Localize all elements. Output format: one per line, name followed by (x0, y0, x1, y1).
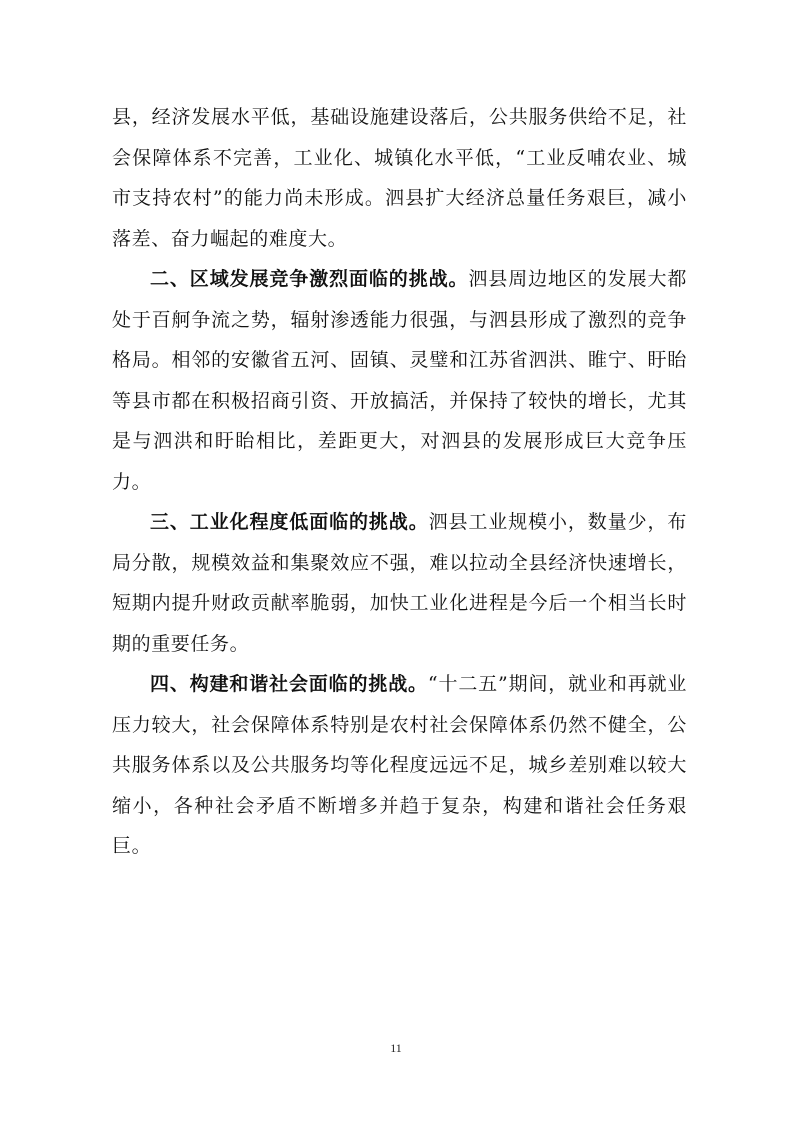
paragraph-text: “十二五”期间，就业和再就业压力较大，社会保障体系特别是农村社会保障体系仍然不健全，公共服务体系以及公共服务均等化程度远远不足，城乡差别难以较大缩小，各种社会矛盾不断增多并趋于复杂，构建和谐社会任务艰巨。 (112, 673, 688, 857)
document-body (112, 97, 687, 867)
paragraph-regional-competition (112, 259, 687, 502)
paragraph-heading: 四、构建和谐社会面临的挑战。 (150, 673, 428, 695)
paragraph-industrialization (112, 502, 687, 664)
paragraph-text: 泗县周边地区的发展大都处于百舸争流之势，辐射渗透能力很强，与泗县形成了激烈的竞争格局。相邻的安徽省五河、固镇、灵璧和江苏省泗洪、睢宁、盱眙等县市都在积极招商引资、开放搞活，并保持了较快的增长，尤其是与泗洪和盱眙相比，差距更大，对泗县的发展形成巨大竞争压力。 (112, 268, 687, 493)
paragraph-text: 县，经济发展水平低，基础设施建设落后，公共服务供给不足，社会保障体系不完善，工业化、城镇化水平低，“工业反哺农业、城市支持农村”的能力尚未形成。泗县扩大经济总量任务艰巨，减小落差、奋力崛起的难度大。 (112, 106, 687, 250)
paragraph-heading: 三、工业化程度低面临的挑战。 (150, 511, 429, 533)
paragraph-text: 泗县工业规模小，数量少，布局分散，规模效益和集聚效应不强，难以拉动全县经济快速增长，短期内提升财政贡献率脆弱，加快工业化进程是今后一个相当长时期的重要任务。 (112, 511, 687, 655)
paragraph-heading: 二、区域发展竞争激烈面临的挑战。 (150, 268, 469, 290)
paragraph-continuation (112, 97, 687, 259)
paragraph-harmonious-society (112, 664, 687, 867)
page-number: 11 (390, 1041, 402, 1055)
